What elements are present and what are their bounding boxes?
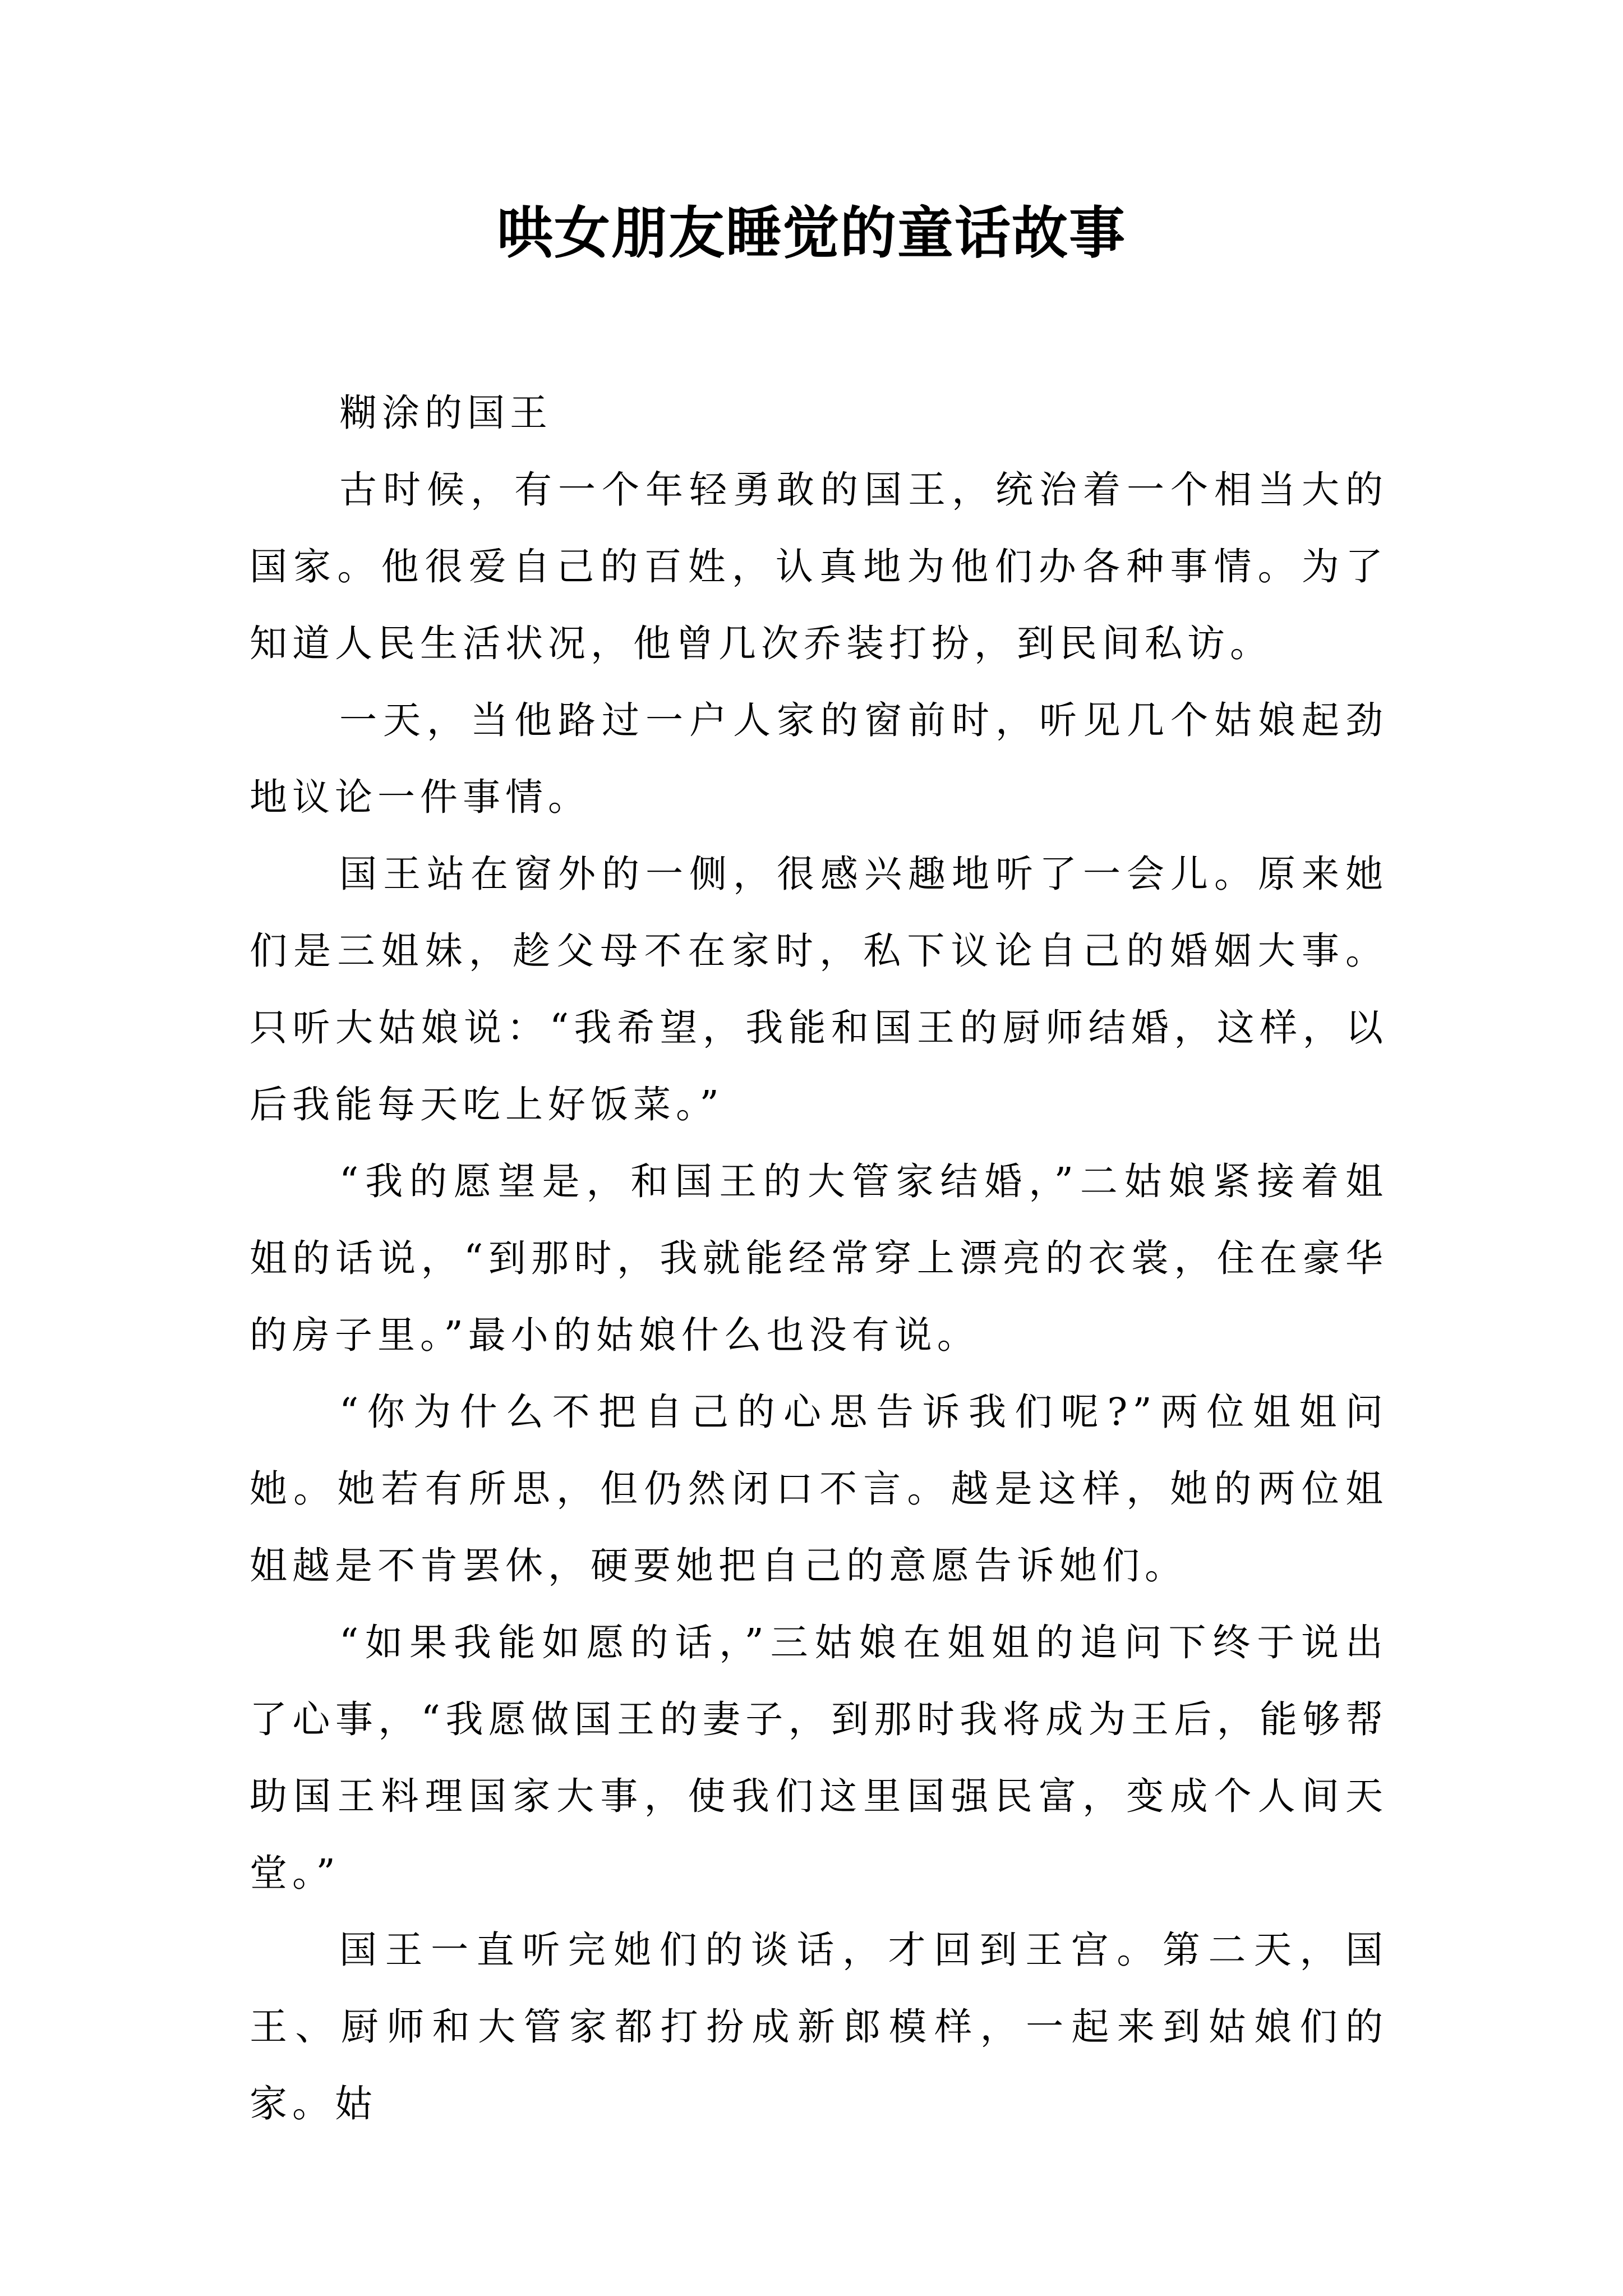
document-title: 哄女朋友睡觉的童话故事 (497, 200, 1126, 266)
story-subtitle: 糊涂的国王 (339, 391, 552, 435)
document-body (250, 375, 1388, 2142)
paragraph: 一天，当他路过一户人家的窗前时，听见几个姑娘起劲地议论一件事情。 (250, 698, 1388, 819)
paragraph: “如果我能如愿的话，”三姑娘在姐姐的追问下终于说出了心事，“我愿做国王的妻子，到那时我将成为王后，能够帮助国王料理国家大事，使我们这里国强民富，变成个人间天堂。” (250, 1621, 1388, 1895)
paragraph: 古时候，有一个年轻勇敢的国王，统治着一个相当大的国家。他很爱自己的百姓，认真地为他们办各种事情。为了知道人民生活状况，他曾几次乔装打扮，到民间私访。 (250, 468, 1388, 665)
paragraph: 国王一直听完她们的谈话，才回到王宫。第二天，国王、厨师和大管家都打扮成新郎模样，一起来到姑娘们的家。姑 (250, 1928, 1388, 2125)
paragraph: 国王站在窗外的一侧，很感兴趣地听了一会儿。原来她们是三姐妹，趁父母不在家时，私下议论自己的婚姻大事。只听大姑娘说：“我希望，我能和国王的厨师结婚，这样，以后我能每天吃上好饭菜。” (250, 852, 1388, 1126)
paragraph: “你为什么不把自己的心思告诉我们呢?”两位姐姐问她。她若有所思，但仍然闭口不言。越是这样，她的两位姐姐越是不肯罢休，硬要她把自己的意愿告诉她们。 (250, 1390, 1388, 1588)
paragraph: “我的愿望是，和国王的大管家结婚，”二姑娘紧接着姐姐的话说，“到那时，我就能经常穿上漂亮的衣裳，住在豪华的房子里。”最小的姑娘什么也没有说。 (250, 1159, 1388, 1357)
